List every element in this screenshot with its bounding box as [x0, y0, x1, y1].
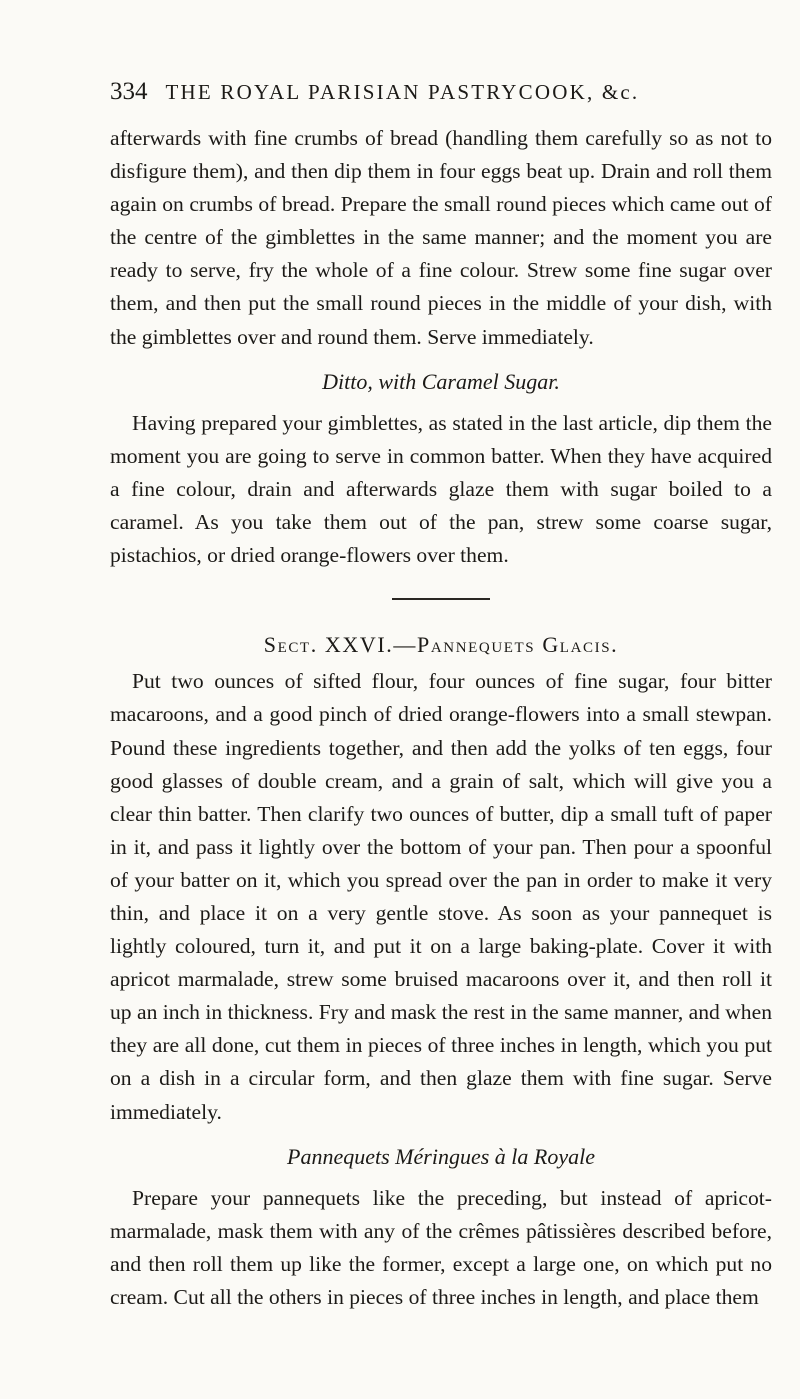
- paragraph-meringues: Prepare your pannequets like the preceding, but instead of apricot-marmalade, mask them with any of the crêmes pâtissières described before, and then roll them up like the former, except a large one, on which put no cream. Cut all the others in pieces of three inches in length, and place them: [110, 1185, 772, 1309]
- section-divider: [392, 598, 490, 600]
- paragraph-continued: afterwards with fine crumbs of bread (handling them carefully so as not to disfigure them), and then dip them in four eggs beat up. Drain and roll them again on crumbs of bread. Prepare the small round pieces which came out of the centre of the gimblettes in the same manner; and the moment you are ready to serve, fry the whole of a fine colour. Strew some fine sugar over them, and then put the small round pieces in the middle of your dish, with the gimblettes over and round them. Serve immediately.: [110, 126, 772, 349]
- paragraph-pannequets: Put two ounces of sifted flour, four ounces of fine sugar, four bitter macaroons, and a good pinch of dried orange-flowers into a small stewpan. Pound these ingredients together, and then add the yolks of ten eggs, four good glasses of double cream, and a grain of salt, which will give you a clear thin batter. Then clarify two ounces of butter, dip a small tuft of paper in it, and pass it lightly over the bottom of your pan. Then pour a spoonful of your batter on it, which you spread over the pan in order to make it very thin, and place it on a very gentle stove. As soon as your pannequet is lightly coloured, turn it, and put it on a large baking-plate. Cover it with apricot marmalade, strew some bruised macaroons over it, and then roll it up an inch in thickness. Fry and mask the rest in the same manner, and when they are all done, cut them in pieces of three inches in length, which you put on a dish in a circular form, and then glaze them with fine sugar. Serve immediately.: [110, 669, 772, 1124]
- page-header: [110, 78, 770, 106]
- running-title: THE ROYAL PARISIAN PASTRYCOOK, &c.: [165, 80, 640, 104]
- paragraph-caramel: Having prepared your gimblettes, as stated in the last article, dip them the moment you are going to serve in common batter. When they have acquired a fine colour, drain and afterwards glaze them with sugar boiled to a caramel. As you take them out of the pan, strew some coarse sugar, pistachios, or dried orange-flowers over them.: [110, 410, 772, 568]
- page-body: [110, 122, 772, 1314]
- section-title: Sect. XXVI.—Pannequets Glacis.: [263, 632, 619, 658]
- subheading-meringues: Pannequets Méringues à la Royale: [287, 1143, 595, 1169]
- subheading-caramel: Ditto, with Caramel Sugar.: [322, 368, 560, 394]
- page-number: 334: [110, 78, 148, 105]
